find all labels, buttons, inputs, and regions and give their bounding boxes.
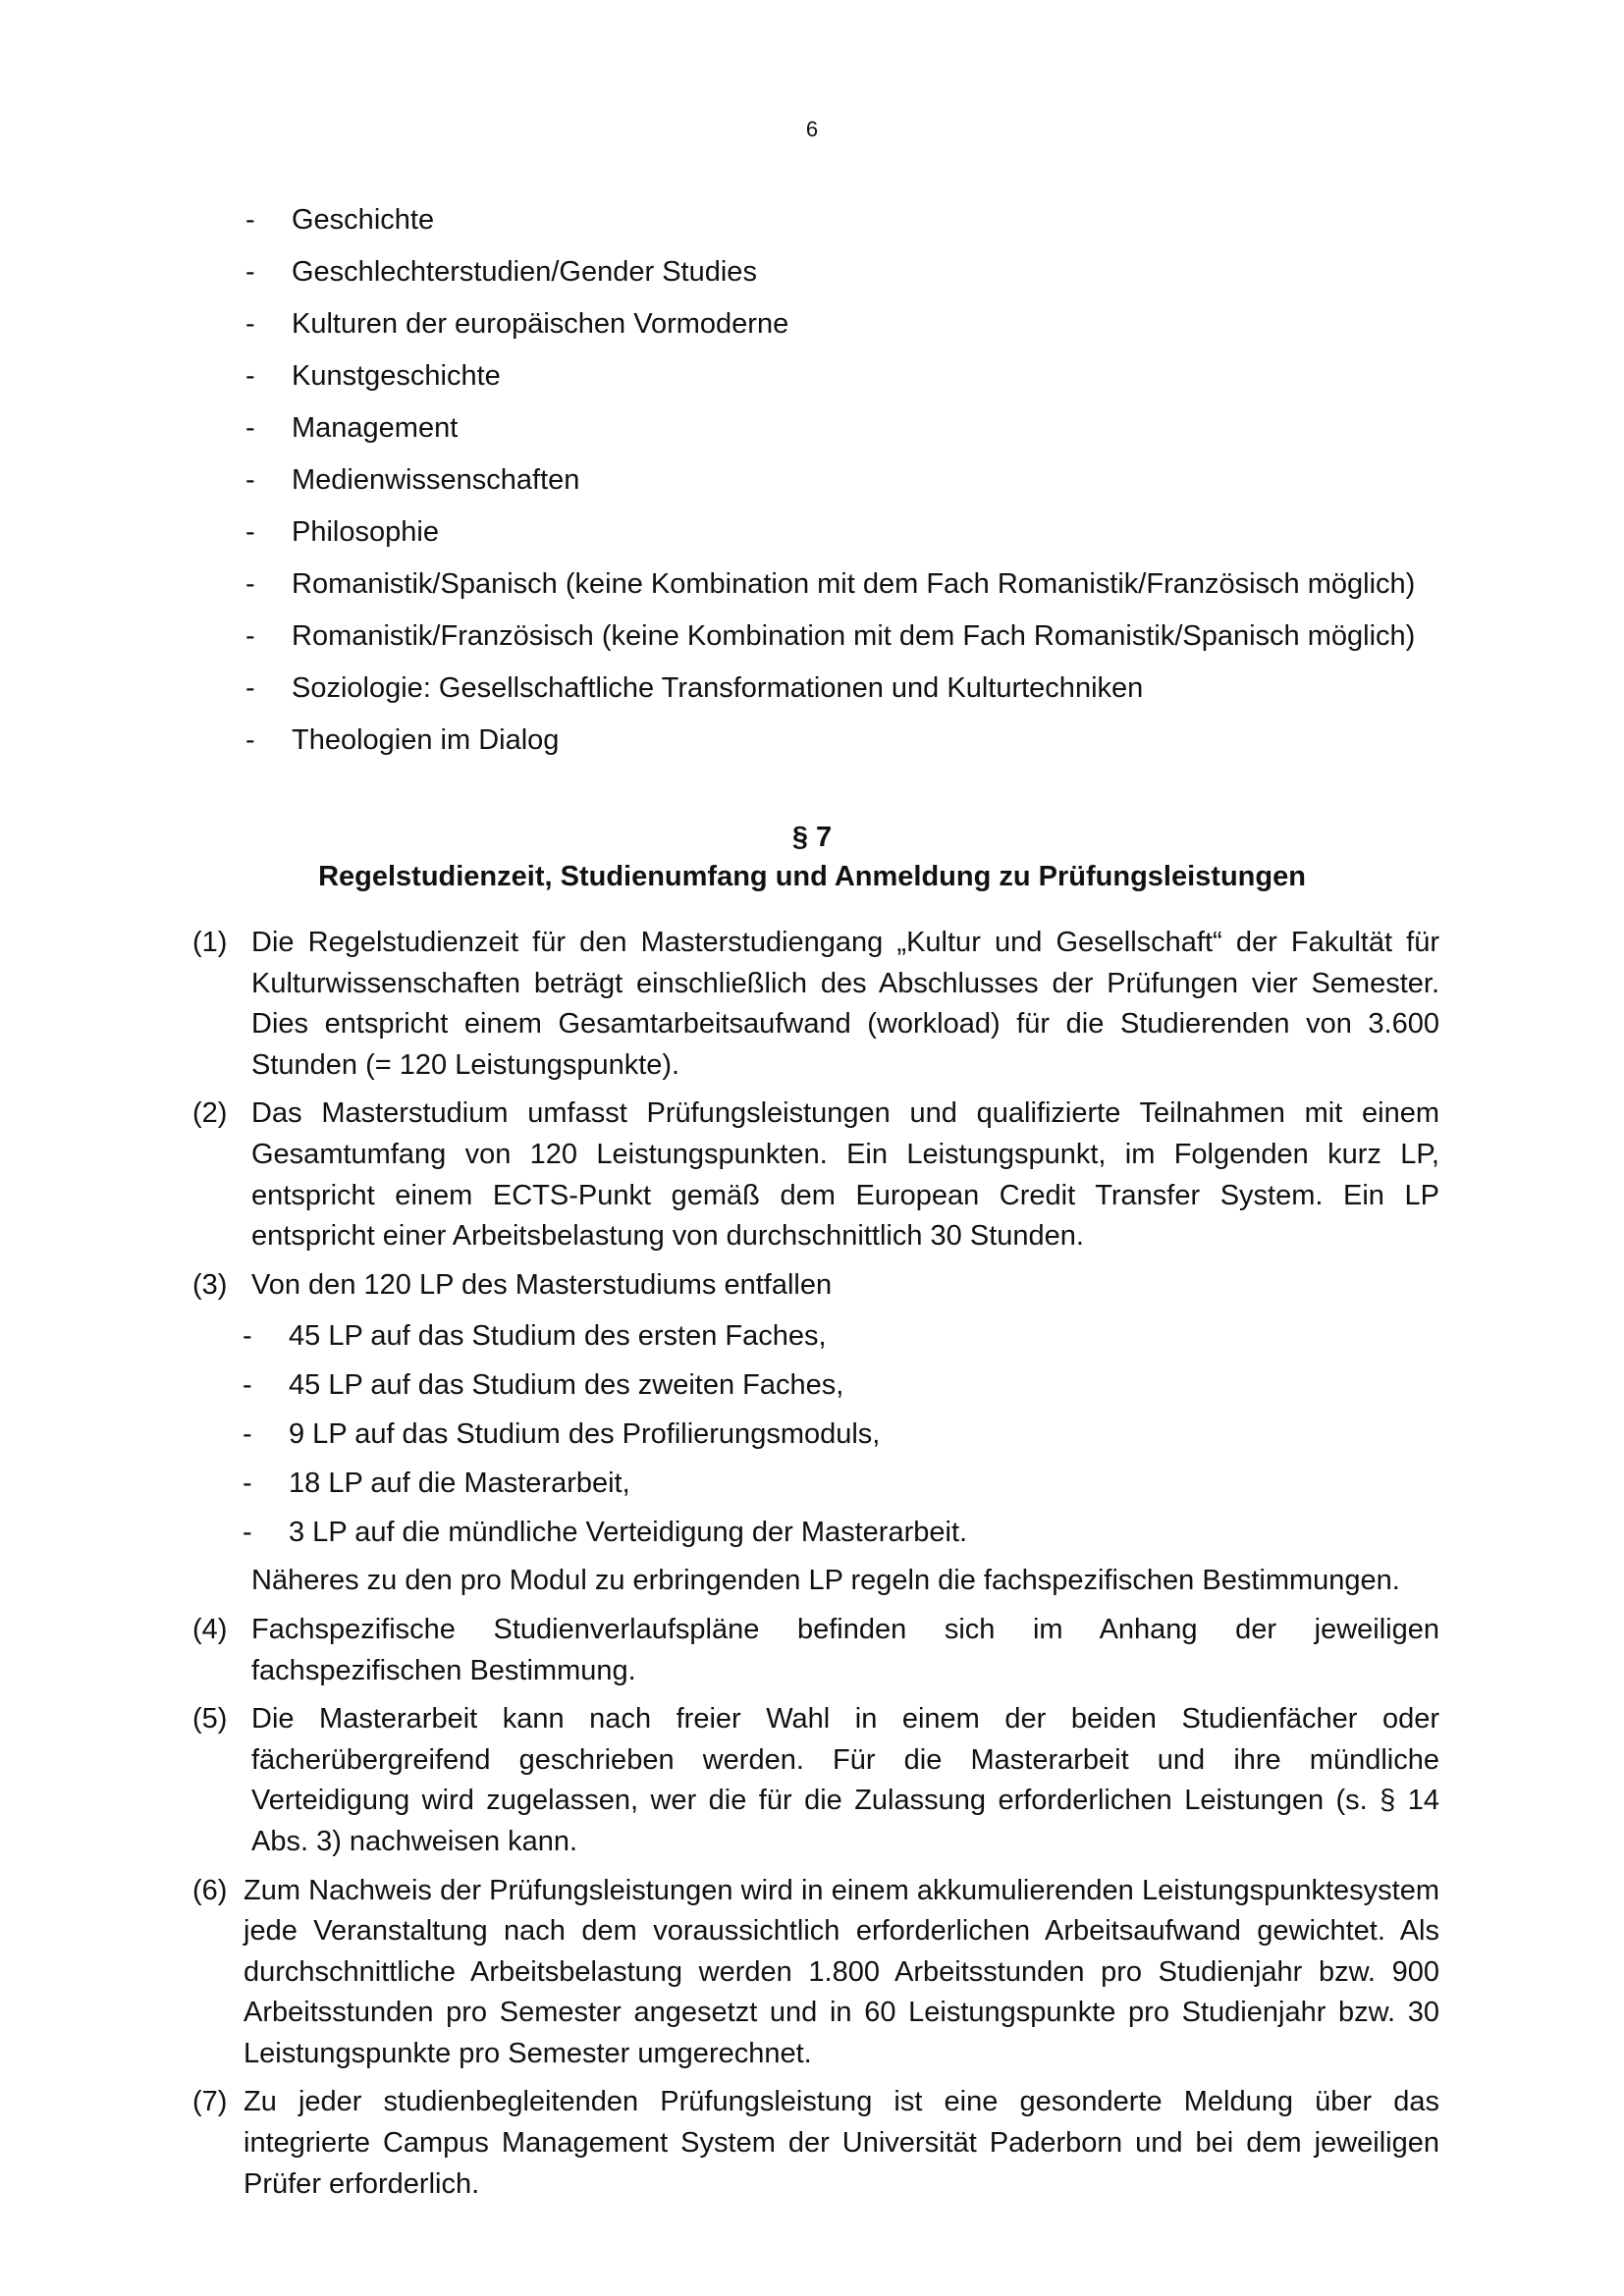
list-item-text: 9 LP auf das Studium des Profilierungsmoduls, bbox=[289, 1418, 881, 1451]
list-dash: - bbox=[245, 464, 255, 496]
list-item-text: 45 LP auf das Studium des zweiten Faches, bbox=[289, 1369, 844, 1402]
list-item-text: 18 LP auf die Masterarbeit, bbox=[289, 1468, 630, 1500]
list-item bbox=[245, 663, 1443, 715]
paragraph-number: (2) bbox=[192, 1097, 228, 1130]
page-number: 6 bbox=[805, 117, 819, 141]
paragraph-number: (6) bbox=[192, 1874, 228, 1906]
paragraph-2 bbox=[192, 1094, 1439, 1256]
section-number: § 7 bbox=[791, 822, 833, 853]
section-content bbox=[192, 923, 1439, 2213]
list-item-text: Management bbox=[292, 412, 459, 444]
list-dash: - bbox=[245, 204, 255, 236]
list-item bbox=[245, 246, 1443, 298]
list-item-text: Geschichte bbox=[292, 204, 435, 236]
list-dash: - bbox=[243, 1517, 252, 1549]
list-item bbox=[245, 715, 1443, 767]
list-item-text: Kunstgeschichte bbox=[292, 360, 501, 392]
list-item-text: Medienwissenschaften bbox=[292, 464, 580, 496]
paragraph-5 bbox=[192, 1699, 1439, 1862]
list-item bbox=[243, 1410, 1439, 1459]
list-item bbox=[245, 298, 1443, 350]
list-item-text: Kulturen der europäischen Vormoderne bbox=[292, 308, 789, 340]
list-item bbox=[245, 350, 1443, 402]
list-dash: - bbox=[245, 412, 255, 444]
list-dash: - bbox=[245, 672, 255, 704]
list-item-text: Theologien im Dialog bbox=[292, 724, 560, 756]
list-item-text: Philosophie bbox=[292, 516, 439, 548]
list-dash: - bbox=[245, 308, 255, 340]
list-item bbox=[245, 559, 1443, 611]
list-item bbox=[245, 611, 1443, 663]
list-dash: - bbox=[243, 1369, 252, 1402]
paragraph-text: Die Regelstudienzeit für den Masterstudiengang „Kultur und Gesellschaft“ der Fakultät für Kulturwissenschaften beträgt einschließlich des Abschlusses der Prüfungen vier Semester. Dies entspricht einem Gesamtarbeitsaufwand (workload) für die Studierenden von 3.600 Stunden (= 120 Leistungspunkte). bbox=[251, 927, 1439, 1081]
list-item-text: 45 LP auf das Studium des ersten Faches, bbox=[289, 1320, 827, 1353]
section-heading bbox=[0, 818, 1624, 896]
paragraph-number: (3) bbox=[192, 1268, 228, 1301]
list-item bbox=[243, 1311, 1439, 1361]
list-item bbox=[245, 454, 1443, 507]
list-item bbox=[245, 402, 1443, 454]
list-dash: - bbox=[243, 1320, 252, 1353]
paragraph-text: Die Masterarbeit kann nach freier Wahl in einem der beiden Studienfächer oder fächerübergreifend geschrieben werden. Für die Masterarbeit und ihre mündliche Verteidigung wird zugelassen, wer die für die Zulassung erforderlichen Leistungen (s. § 14 Abs. 3) nachweisen kann. bbox=[251, 1703, 1439, 1857]
paragraph-number: (1) bbox=[192, 927, 228, 958]
section-title: Regelstudienzeit, Studienumfang und Anmeldung zu Prüfungsleistungen bbox=[318, 861, 1306, 892]
list-dash: - bbox=[245, 256, 255, 288]
list-item-text: Romanistik/Französisch (keine Kombination mit dem Fach Romanistik/Spanisch möglich) bbox=[292, 620, 1416, 652]
list-item bbox=[245, 194, 1443, 246]
list-dash: - bbox=[245, 516, 255, 548]
list-item bbox=[243, 1459, 1439, 1508]
list-dash: - bbox=[245, 360, 255, 392]
list-item-text: Romanistik/Spanisch (keine Kombination mit dem Fach Romanistik/Französisch möglich) bbox=[292, 568, 1416, 600]
paragraph-7 bbox=[192, 2082, 1439, 2205]
subject-list bbox=[245, 194, 1443, 767]
list-item-text: Soziologie: Gesellschaftliche Transformationen und Kulturtechniken bbox=[292, 672, 1144, 704]
list-dash: - bbox=[245, 620, 255, 652]
paragraph-text: Zu jeder studienbegleitenden Prüfungsleistung ist eine gesonderte Meldung über das integrierte Campus Management System der Universität Paderborn und bei dem jeweiligen Prüfer erforderlich. bbox=[244, 2086, 1439, 2200]
paragraph-number: (4) bbox=[192, 1613, 228, 1645]
list-item-text: Geschlechterstudien/Gender Studies bbox=[292, 256, 757, 288]
paragraph-text: Von den 120 LP des Masterstudiums entfallen bbox=[251, 1268, 833, 1301]
list-dash: - bbox=[243, 1418, 252, 1451]
list-item bbox=[245, 507, 1443, 559]
paragraph-text: Fachspezifische Studienverlaufspläne befinden sich im Anhang der jeweiligen fachspezifischen Bestimmung. bbox=[251, 1613, 1439, 1686]
list-item bbox=[243, 1361, 1439, 1410]
paragraph-3 bbox=[192, 1265, 1439, 1602]
list-item bbox=[243, 1508, 1439, 1557]
list-dash: - bbox=[245, 568, 255, 600]
list-item-text: 3 LP auf die mündliche Verteidigung der Masterarbeit. bbox=[289, 1517, 968, 1549]
list-dash: - bbox=[243, 1468, 252, 1500]
paragraph-6 bbox=[192, 1871, 1439, 2075]
credit-point-list bbox=[243, 1311, 1439, 1557]
paragraph-number: (5) bbox=[192, 1703, 228, 1735]
paragraph-1 bbox=[192, 923, 1439, 1086]
paragraph-text: Das Masterstudium umfasst Prüfungsleistungen und qualifizierte Teilnahmen mit einem Gesamtumfang von 120 Leistungspunkten. Ein Leistungspunkt, im Folgenden kurz LP, entspricht einem ECTS-Punkt gemäß dem European Credit Transfer System. Ein LP entspricht einer Arbeitsbelastung von durchschnittlich 30 Stunden. bbox=[251, 1097, 1439, 1253]
paragraph-number: (7) bbox=[192, 2086, 228, 2118]
paragraph-text: Zum Nachweis der Prüfungsleistungen wird in einem akkumulierenden Leistungspunktesystem jede Veranstaltung nach dem voraussichtlich erforderlichen Arbeitsaufwand gewichtet. Als durchschnittliche Arbeitsbelastung werden 1.800 Arbeitsstunden pro Studienjahr bzw. 900 Arbeitsstunden pro Semester angesetzt und in 60 Leistungspunkte pro Studienjahr bzw. 30 Leistungspunkte pro Semester umgerechnet. bbox=[244, 1874, 1439, 2069]
paragraph-4 bbox=[192, 1610, 1439, 1691]
list-dash: - bbox=[245, 724, 255, 756]
paragraph-closing-text: Näheres zu den pro Modul zu erbringenden LP regeln die fachspezifischen Bestimmungen. bbox=[251, 1565, 1400, 1597]
